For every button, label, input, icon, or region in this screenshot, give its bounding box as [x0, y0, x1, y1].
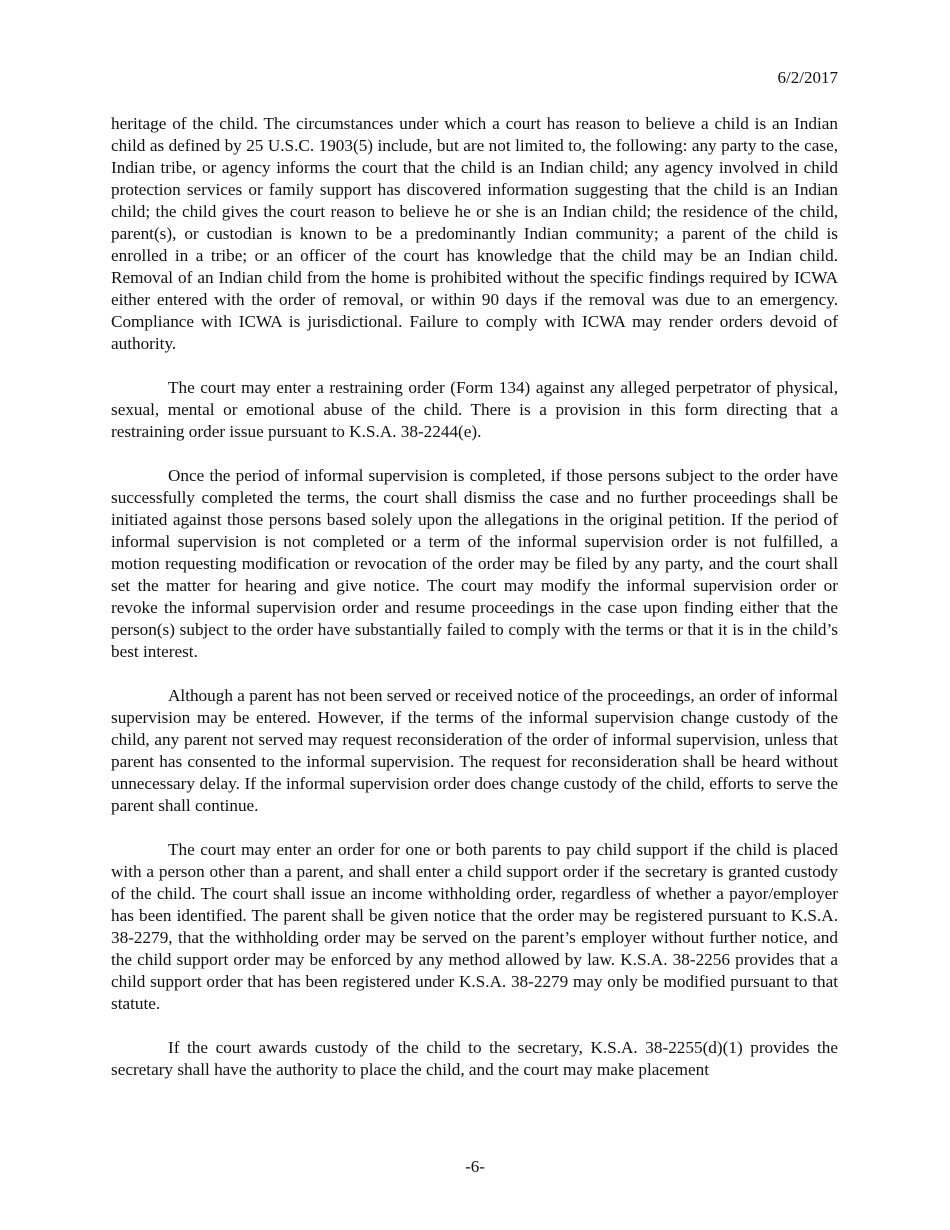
header-date: 6/2/2017 — [777, 68, 838, 87]
paragraph-informal-supervision-completion: Once the period of informal supervision is completed, if those persons subject to the order have successfully completed the terms, the court shall dismiss the case and no further proceedings shall be initiated against those persons based solely upon the allegations in the original petition. If the period of informal supervision is not completed or a term of the informal supervision order is not fulfilled, a motion requesting modification or revocation of the order may be filed by any party, and the court shall set the matter for hearing and give notice. The court may modify the informal supervision order or revoke the informal supervision order and resume proceedings in the case upon finding either that the person(s) subject to the order have substantially failed to comply with the terms or that it is in the child’s best interest. — [111, 466, 838, 661]
paragraph-restraining-order: The court may enter a restraining order (Form 134) against any alleged perpetrator of physical, sexual, mental or emotional abuse of the child. There is a provision in this form directing that a restraining order issue pursuant to K.S.A. 38-2244(e). — [111, 378, 838, 441]
document-body — [111, 113, 838, 1081]
paragraph-child-support: The court may enter an order for one or both parents to pay child support if the child is placed with a person other than a parent, and shall enter a child support order if the secretary is granted custody of the child. The court shall issue an income withholding order, regardless of whether a payor/employer has been identified. The parent shall be given notice that the order may be registered pursuant to K.S.A. 38-2279, that the withholding order may be served on the parent’s employer without further notice, and the child support order may be enforced by any method allowed by law. K.S.A. 38-2256 provides that a child support order that has been registered under K.S.A. 38-2279 may only be modified pursuant to that statute. — [111, 840, 838, 1013]
paragraph-parent-notice: Although a parent has not been served or received notice of the proceedings, an order of informal supervision may be entered. However, if the terms of the informal supervision change custody of the child, any parent not served may request reconsideration of the order of informal supervision, unless that parent has consented to the informal supervision. The request for reconsideration shall be heard without unnecessary delay. If the informal supervision order does change custody of the child, efforts to serve the parent shall continue. — [111, 686, 838, 815]
page-number: -6- — [465, 1157, 485, 1176]
paragraph-custody-secretary: If the court awards custody of the child to the secretary, K.S.A. 38-2255(d)(1) provides the secretary shall have the authority to place the child, and the court may make placement — [111, 1038, 838, 1079]
paragraph-icwa-continuation: heritage of the child. The circumstances under which a court has reason to believe a child is an Indian child as defined by 25 U.S.C. 1903(5) include, but are not limited to, the following: any party to the case, Indian tribe, or agency informs the court that the child is an Indian child; any agency involved in child protection services or family support has discovered information suggesting that the child is an Indian child; the child gives the court reason to believe he or she is an Indian child; the residence of the child, parent(s), or custodian is known to be a predominantly Indian community; a parent of the child is enrolled in a tribe; or an officer of the court has knowledge that the child may be an Indian child. Removal of an Indian child from the home is prohibited without the specific findings required by ICWA either entered with the order of removal, or within 90 days if the removal was due to an emergency. Compliance with ICWA is jurisdictional. Failure to comply with ICWA may render orders devoid of authority. — [111, 114, 838, 353]
